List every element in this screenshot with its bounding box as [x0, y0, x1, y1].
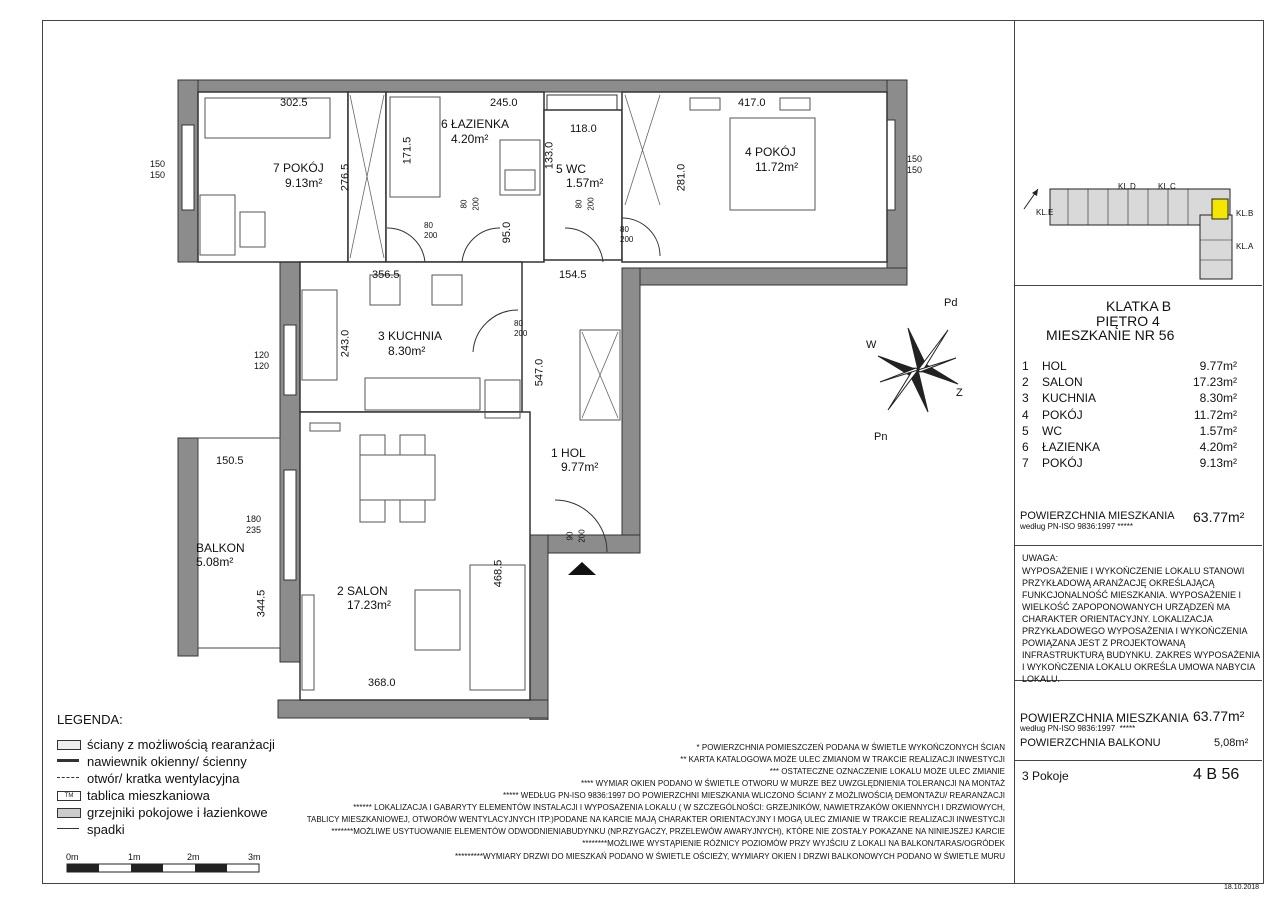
slope-icon	[57, 828, 79, 837]
dim: 95.0	[501, 221, 514, 244]
side-divider	[1014, 760, 1262, 761]
uwaga-line: WYPOSAŻENIE I WYKOŃCZENIE LOKALU STANOWI	[1022, 566, 1245, 576]
footnote: *** OSTATECZNE OZNACZENIE LOKALU MOŻE ULEC ZMIANIE	[769, 767, 1005, 776]
info-area-sub: według PN-ISO 9836:1997 *****	[1020, 522, 1133, 531]
footnote: * POWIERZCHNIA POMIESZCZEŃ PODANA W ŚWIETLE WYKOŃCZONYCH ŚCIAN	[696, 743, 1005, 752]
dim: 281.0	[675, 163, 688, 192]
dim: 150.5	[216, 455, 244, 467]
info-room-row: 5 WC 1.57m²	[1022, 424, 1237, 438]
keyplan-kla: KL.A	[1236, 242, 1254, 251]
window-dim: 120	[254, 361, 270, 371]
dim: 368.0	[368, 677, 396, 689]
window-dim: 120	[254, 350, 270, 360]
balcony-area-label: POWIERZCHNIA BALKONU	[1020, 737, 1161, 749]
room-area-2: 17.23m²	[347, 598, 392, 612]
footnote: ** KARTA KATALOGOWA MOŻE ULEC ZMIANOM W TRAKCIE REALIZACJI INWESTYCJI	[680, 755, 1005, 764]
vent-opening-icon	[57, 777, 79, 786]
uwaga-line: FUNKCJONALNOŚĆ MIESZKANIA. WYPOSAŻENIE I	[1022, 590, 1242, 600]
scale-2: 2m	[187, 852, 200, 862]
rooms-count: 3 Pokoje	[1022, 769, 1069, 783]
room-label-7: 7 POKÓJ	[273, 161, 324, 175]
key-plan	[1018, 175, 1258, 285]
footnote: *******MOŻLIWE USYTUOWANIE ELEMENTÓW ODWODNIENIABUDYNKU (NP.RZYGACZY, PRZELEWÓW AWARYJNYCH), KTÓRE NIE ZOSTAŁY POKAZANE NA NINIEJSZEJ KARCIE	[331, 827, 1005, 836]
drawing-date: 18.10.2018	[1224, 884, 1260, 891]
door-dim: 200	[577, 529, 587, 543]
footnote: ****** LOKALIZACJA I GABARYTY ELEMENTÓW INSTALACJI I WYPOSAŻENIA LOKALU ( W SZCZEGÓLNOŚCI: GRZEJNIKÓW, NAWIETRZAKÓW OKIENNYCH I DRZWIOWYCH,	[353, 803, 1005, 812]
uwaga-line: WIELKOŚĆ ZAPOPONOWANYCH URZĄDZEŃ MA	[1022, 602, 1231, 612]
door-dim: 80	[574, 199, 584, 209]
scale-1: 1m	[128, 852, 141, 862]
radiator-icon	[57, 808, 81, 818]
room-label-balkon: BALKON	[196, 541, 245, 555]
uwaga-line: POWIĄZANA JEST Z PROJEKTOWANĄ	[1022, 638, 1186, 648]
keyplan-klc: KL.C	[1158, 182, 1176, 191]
legend-title: LEGENDA:	[57, 712, 123, 727]
dim: 547.0	[533, 358, 546, 387]
door-dim: 80	[514, 319, 523, 328]
compass-n: Pd	[944, 297, 958, 309]
compass-e: Z	[956, 387, 963, 399]
room-area-5: 1.57m²	[566, 176, 604, 190]
compass-w: W	[866, 339, 877, 351]
room-label-2: 2 SALON	[337, 584, 388, 598]
dim: 118.0	[570, 123, 597, 135]
scale-0: 0m	[66, 852, 79, 862]
door-dim: 200	[424, 231, 438, 240]
dim: 243.0	[339, 329, 352, 358]
dim: 276.5	[339, 163, 352, 192]
info-stairwell: KLATKA B	[1106, 298, 1172, 314]
info-apartment: MIESZKANIE NR 56	[1046, 327, 1175, 343]
uwaga-line: LOKALU.	[1022, 674, 1061, 684]
uwaga-title: UWAGA:	[1022, 553, 1059, 563]
footnote: TABLICY MIESZKANIOWEJ, OTWORÓW WENTYLACYJNYCH ITP.)PODANE NA KARCIE MAJĄ CHARAKTER ORIENTACYJNY I MOGĄ ULEC ZMIANIE W TRAKCIE REALIZACJI INWESTYCJI	[306, 815, 1005, 824]
wall-rearrange-icon	[57, 740, 81, 750]
summary-area-sub: według PN-ISO 9836:1997 *****	[1020, 724, 1136, 733]
uwaga-line: CHARAKTER ORIENTACYJNY. LOKALIZACJA	[1022, 614, 1213, 624]
room-area-1: 9.77m²	[561, 460, 599, 474]
keyplan-klb: KL.B	[1236, 209, 1254, 218]
uwaga-line: PRZYKŁADOWĄ ARANŻACJĘ OKREŚLAJĄCĄ	[1022, 578, 1215, 588]
uwaga-line: PRZYKŁADOWEGO WYPOSAŻENIA I WYKOŃCZENIA	[1022, 626, 1248, 636]
dim: 356.5	[372, 269, 400, 281]
room-label-5: 5 WC	[556, 162, 587, 176]
window-dim: 150	[907, 154, 923, 164]
footnote: ***** WEDŁUG PN-ISO 9836:1997 DO POWIERZCHNI MIESZKANIA WLICZONO ŚCIANY Z MOŻLIWOŚCIĄ DEMONTAŻU/ REARANŻACJI	[502, 791, 1005, 800]
info-room-row: 1 HOL 9.77m²	[1022, 359, 1237, 373]
dim: 468.5	[492, 559, 505, 588]
door-dim: 200	[620, 235, 634, 244]
info-area-label: POWIERZCHNIA MIESZKANIA	[1020, 510, 1175, 522]
info-room-row: 3 KUCHNIA 8.30m²	[1022, 391, 1237, 405]
info-room-row: 4 POKÓJ 11.72m²	[1022, 408, 1237, 422]
room-area-7: 9.13m²	[285, 176, 323, 190]
room-area-4: 11.72m²	[755, 160, 799, 174]
panel-icon: TM	[57, 791, 81, 801]
dim: 245.0	[490, 97, 518, 109]
summary-area-label: POWIERZCHNIA MIESZKANIA	[1020, 711, 1189, 725]
dim: 154.5	[559, 269, 587, 281]
scale-3: 3m	[248, 852, 261, 862]
apartment-code: 4 B 56	[1193, 766, 1240, 783]
room-label-4: 4 POKÓJ	[745, 145, 796, 159]
info-room-row: 7 POKÓJ 9.13m²	[1022, 456, 1237, 470]
room-area-3: 8.30m²	[388, 344, 426, 358]
balcony-area-value: 5,08m²	[1214, 737, 1249, 749]
uwaga-line: INFRASTRUKTURĄ BUDYNKU. ZAKRES WYPOSAŻENIA	[1022, 650, 1261, 660]
side-divider	[1014, 545, 1262, 546]
window-dim: 150	[907, 165, 923, 175]
summary-area-value: 63.77m²	[1193, 708, 1245, 724]
window-dim: 180	[246, 514, 262, 524]
scale-bar	[65, 862, 265, 876]
footnote: *********WYMIARY DRZWI DO MIESZKAŃ PODANO W ŚWIETLE OŚCIEŻY, WYMIARY OKIEN I DRZWI BALKONOWYCH PODANO W ŚWIETLE MURU	[455, 852, 1005, 861]
room-area-balkon: 5.08m²	[196, 555, 234, 569]
room-area-6: 4.20m²	[451, 132, 489, 146]
footnote: **** WYMIAR OKIEN PODANO W ŚWIETLE OTWORU W MURZE BEZ UWZGLĘDNIENIA TOLERANCJI NA MONTAŻ	[580, 779, 1005, 788]
room-label-1: 1 HOL	[551, 446, 586, 460]
compass-s: Pn	[874, 431, 888, 443]
side-divider	[1014, 285, 1262, 286]
door-dim: 90	[565, 531, 575, 541]
info-floor: PIĘTRO 4	[1096, 313, 1160, 329]
dim: 344.5	[255, 589, 268, 618]
dim: 171.5	[401, 136, 414, 165]
door-dim: 200	[514, 329, 528, 338]
room-label-3: 3 KUCHNIA	[378, 329, 443, 343]
footnote: ********MOŻLIWE WYSTĄPIENIE RÓŻNICY POZIOMÓW PRZY WYJŚCIU Z LOKALI NA BALKON/TARAS/OGRÓDEK	[582, 839, 1005, 848]
info-room-row: 2 SALON 17.23m²	[1022, 375, 1237, 389]
window-dim: 150	[150, 170, 166, 180]
door-dim: 80	[459, 199, 469, 209]
window-dim: 235	[246, 525, 262, 535]
dim: 302.5	[280, 97, 308, 109]
door-dim: 80	[620, 225, 629, 234]
info-room-row: 6 ŁAZIENKA 4.20m²	[1022, 440, 1237, 454]
info-area-value: 63.77m²	[1193, 509, 1245, 525]
door-dim: 200	[586, 197, 596, 211]
keyplan-kld: KL.D	[1118, 182, 1136, 191]
door-dim: 80	[424, 221, 433, 230]
vent-icon	[57, 759, 79, 770]
door-dim: 200	[471, 197, 481, 211]
window-dim: 150	[150, 159, 166, 169]
keyplan-kle: KL.E	[1036, 208, 1054, 217]
room-label-6: 6 ŁAZIENKA	[441, 117, 510, 131]
uwaga-line: I WYKOŃCZENIA LOKALU OKREŚLA UMOWA NABYCIA	[1022, 662, 1256, 672]
dim: 133.0	[543, 141, 556, 170]
dim: 417.0	[738, 97, 766, 109]
